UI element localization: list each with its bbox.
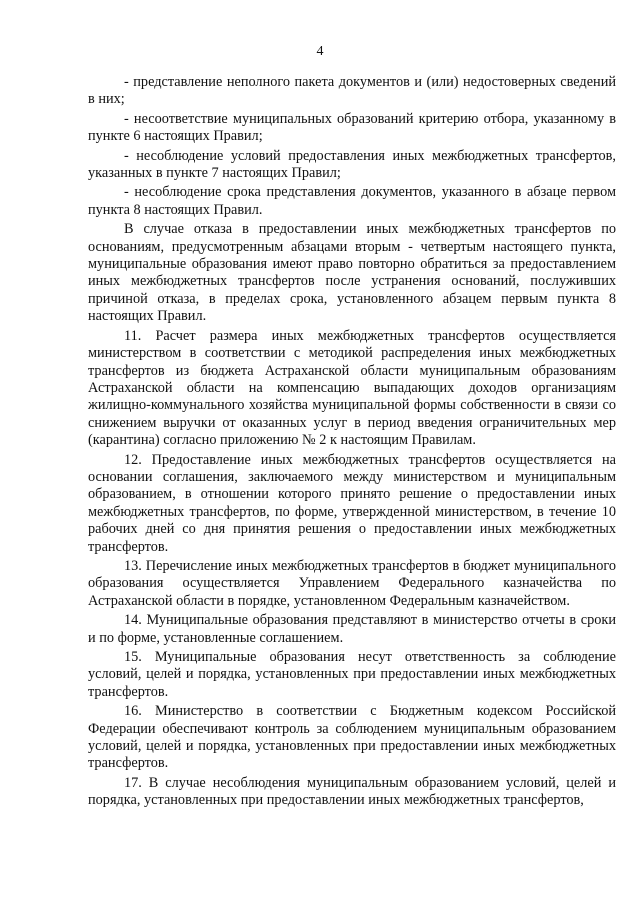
paragraph-17: 17. В случае несоблюдения муниципальным образованием условий, целей и порядка, установленных при предоставлении иных межбюджетных трансфертов, (88, 774, 616, 809)
list-item-criteria-mismatch: - несоответствие муниципальных образований критерию отбора, указанному в пункте 6 настоящих Правил; (88, 110, 616, 145)
paragraph-refusal-case: В случае отказа в предоставлении иных межбюджетных трансфертов по основаниям, предусмотренным абзацами вторым - четвертым настоящего пункта, муниципальные образования имеют право повторно обратиться за предоставлением иных межбюджетных трансфертов после устранения оснований, послуживших причиной отказа, в пределах срока, установленного абзацем первым пункта 8 настоящих Правил. (88, 221, 616, 325)
list-item-incomplete-documents: - представление неполного пакета документов и (или) недостоверных сведений в них; (88, 74, 616, 108)
list-item-deadline-violation: - несоблюдение срока представления документов, указанного в абзаце первом пункта 8 настоящих Правил. (88, 184, 616, 218)
paragraph-15: 15. Муниципальные образования несут ответственность за соблюдение условий, целей и порядка, установленных при предоставлении иных межбюджетных трансфертов. (88, 649, 616, 700)
document-body (88, 74, 616, 812)
paragraph-11: 11. Расчет размера иных межбюджетных трансфертов осуществляется министерством в соответствии с методикой распределения иных межбюджетных трансфертов из бюджета Астраханской области муниципальным образованиям Астраханской области на компенсацию выпадающих доходов организациям жилищно-коммунального хозяйства муниципальной формы собственности в связи со снижением выручки от оказанных услуг в период введения ограничительных мер (карантина) согласно приложению № 2 к настоящим Правилам. (88, 327, 616, 449)
paragraph-13: 13. Перечисление иных межбюджетных трансфертов в бюджет муниципального образования осуществляется Управлением Федерального казначейства по Астраханской области в порядке, установленном Федеральным казначейством. (88, 557, 616, 609)
page-number: 4 (316, 44, 324, 59)
paragraph-14: 14. Муниципальные образования представляют в министерство отчеты в сроки и по форме, установленные соглашением. (88, 612, 616, 646)
paragraph-12: 12. Предоставление иных межбюджетных трансфертов осуществляется на основании соглашения, заключаемого между министерством и муниципальным образованием, в отношении которого принято решение о предоставлении иных межбюджетных трансфертов, по форме, утвержденной министерством, в течение 10 рабочих дней со дня принятия решения о предоставлении иных межбюджетных трансфертов. (88, 451, 616, 555)
list-item-conditions-violation: - несоблюдение условий предоставления иных межбюджетных трансфертов, указанных в пункте 7 настоящих Правил; (88, 147, 616, 182)
paragraph-16: 16. Министерство в соответствии с Бюджетным кодексом Российской Федерации обеспечивают контроль за соблюдением муниципальным образованием условий, целей и порядка, установленных при предоставлении иных межбюджетных трансфертов. (88, 703, 616, 772)
